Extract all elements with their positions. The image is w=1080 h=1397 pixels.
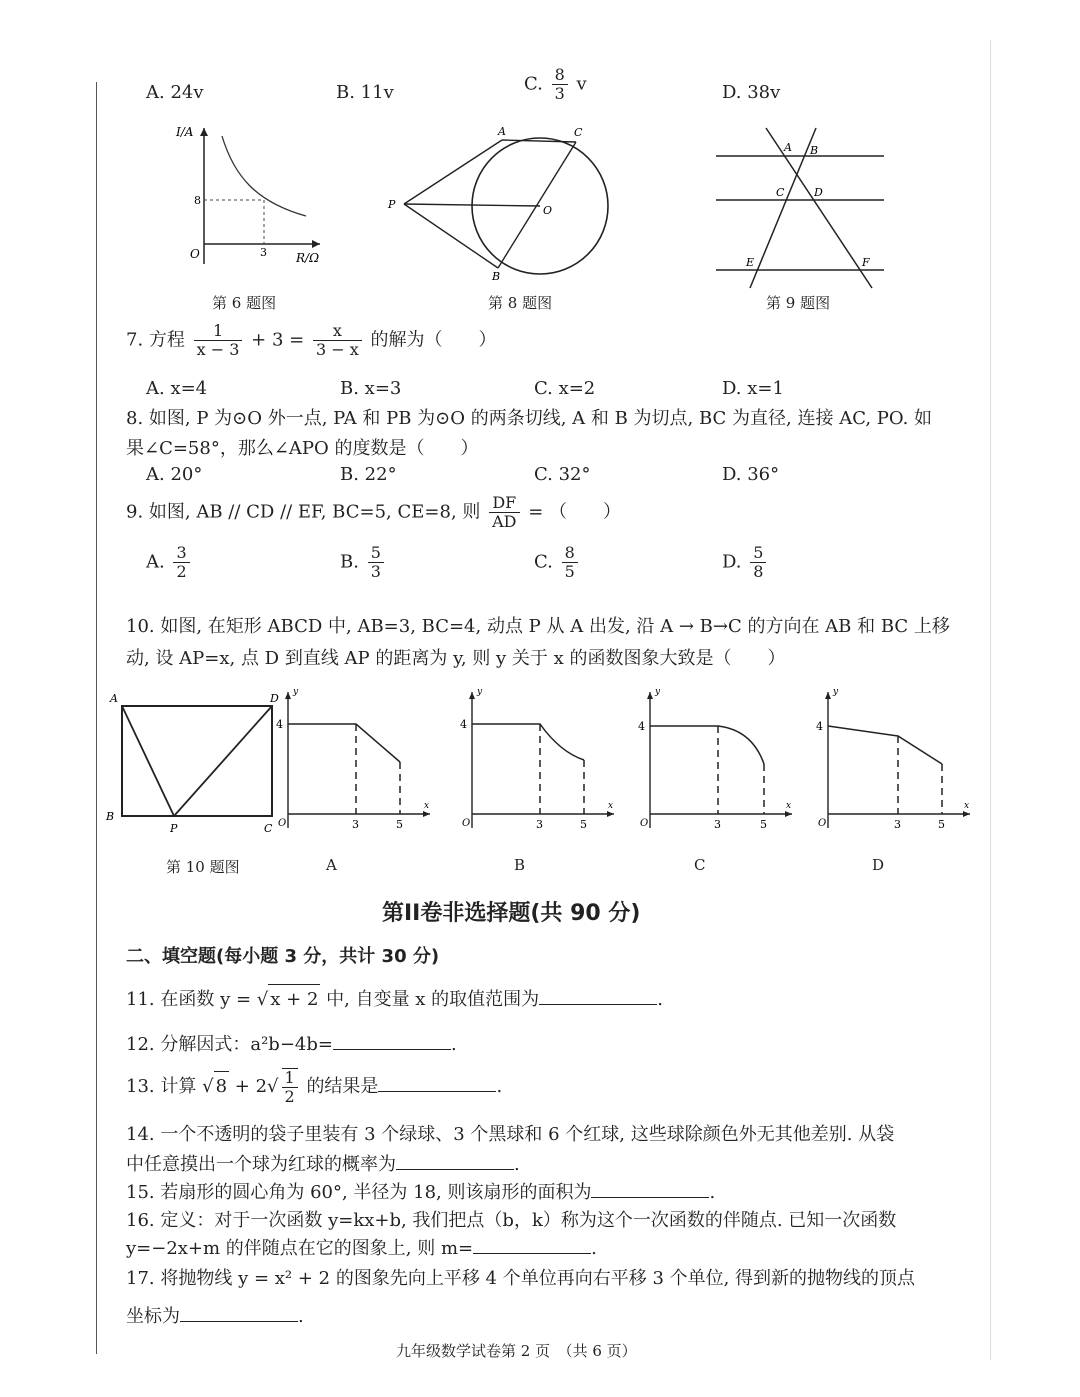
svg-text:5: 5 — [396, 818, 403, 831]
q10-line-2: 动, 设 AP=x, 点 D 到直线 AP 的距离为 y, 则 y 关于 x 的函数图象大致是（ ） — [126, 648, 786, 669]
fig9-label-b: B — [810, 144, 819, 157]
q8-line-1: 8. 如图, P 为⊙O 外一点, PA 和 PB 为⊙O 的两条切线, A 和 B 为切点, BC 为直径, 连接 AC, PO. 如 — [126, 408, 933, 429]
q9-fraction: $\frac{DF}{AD}$ — [489, 494, 519, 531]
q17-line-2: 坐标为 . — [126, 1302, 304, 1332]
svg-text:4: 4 — [638, 720, 645, 733]
svg-text:O: O — [818, 818, 827, 829]
svg-text:x: x — [608, 801, 614, 811]
svg-text:x: x — [964, 801, 970, 811]
q16-answer-blank[interactable] — [473, 1235, 591, 1254]
question-15: 15. 若扇形的圆心角为 60°, 半径为 18, 则该扇形的面积为 . — [126, 1178, 715, 1208]
fig9-label-a: A — [784, 141, 792, 154]
q7-mid: + 3 = — [251, 329, 305, 351]
svg-text:3: 3 — [894, 818, 901, 831]
fig9-caption: 第 9 题图 — [766, 294, 831, 312]
q11-answer-blank[interactable] — [539, 986, 657, 1005]
q8-option-c: C. 32° — [534, 464, 591, 485]
q17-line-1: 17. 将抛物线 y = x² + 2 的图象先向上平移 4 个单位再向右平移 3 个单位, 得到新的抛物线的顶点 — [126, 1268, 916, 1289]
svg-text:y: y — [477, 687, 483, 697]
fig9-label-d: D — [814, 186, 823, 199]
graph-d-label: D — [872, 856, 885, 874]
q13-answer-blank[interactable] — [378, 1073, 496, 1092]
svg-text:3: 3 — [536, 818, 543, 831]
svg-text:O: O — [462, 818, 471, 829]
fig10-label-c: C — [264, 822, 273, 835]
fig8-label-o: O — [543, 204, 553, 217]
svg-text:4: 4 — [460, 718, 467, 731]
q9-option-c: C. $\frac{8}{5}$ — [534, 544, 581, 581]
q10-line-1: 10. 如图, 在矩形 ABCD 中, AB=3, BC=4, 动点 P 从 A 出发, 沿 A → B→C 的方向在 AB 和 BC 上移 — [126, 616, 950, 637]
svg-text:x: x — [786, 801, 792, 811]
q9-prefix: 9. 如图, AB // CD // EF, BC=5, CE=8, 则 — [126, 501, 481, 523]
fig9-label-c: C — [776, 186, 785, 199]
svg-text:5: 5 — [760, 818, 767, 831]
q13-radical-1: √ 8 — [202, 1076, 229, 1097]
fig6-ytick: 8 — [194, 194, 201, 207]
question-7 — [126, 322, 496, 359]
q7-option-b: B. x=3 — [340, 378, 402, 399]
q7-suffix: 的解为（ ） — [370, 329, 497, 351]
q6-option-c-unit: v — [576, 73, 587, 95]
left-margin-line — [96, 82, 97, 1354]
fig8-label-b: B — [492, 270, 501, 282]
svg-text:4: 4 — [276, 718, 283, 731]
fig8-label-c: C — [574, 126, 583, 139]
q6-option-b: B. 11v — [336, 82, 394, 103]
q9-option-a: A. $\frac{3}{2}$ — [146, 544, 193, 581]
q8-option-b: B. 22° — [340, 464, 397, 485]
fig6-caption: 第 6 题图 — [212, 294, 277, 312]
question-12: 12. 分解因式：a²b−4b= . — [126, 1030, 457, 1060]
question-9 — [126, 494, 621, 531]
svg-text:3: 3 — [714, 818, 721, 831]
q14-answer-blank[interactable] — [396, 1151, 514, 1170]
q7-fraction-1: $\frac{1}{x - 3}$ — [194, 322, 243, 359]
figure-10 — [104, 690, 287, 840]
figure-9 — [712, 124, 892, 294]
graph-d — [812, 686, 977, 836]
q8-line-2: 果∠C=58°，那么∠APO 的度数是（ ） — [126, 438, 479, 459]
fig6-xtick: 3 — [260, 246, 267, 259]
figure-6 — [160, 118, 340, 278]
graph-c-label: C — [694, 856, 706, 874]
q7-option-d: D. x=1 — [722, 378, 784, 399]
q16-line-2: y=−2x+m 的伴随点在它的图象上, 则 m= . — [126, 1234, 597, 1264]
q12-answer-blank[interactable] — [333, 1031, 451, 1050]
fig8-label-a: A — [498, 125, 506, 138]
fig6-xlabel: R/Ω — [296, 251, 320, 265]
svg-text:y: y — [655, 687, 661, 697]
q17-answer-blank[interactable] — [180, 1303, 298, 1322]
svg-text:3: 3 — [352, 818, 359, 831]
fig6-ylabel: I/A — [176, 125, 194, 139]
right-margin-line — [990, 40, 991, 1360]
q9-option-d: D. $\frac{5}{8}$ — [722, 544, 769, 581]
svg-text:5: 5 — [938, 818, 945, 831]
question-11: 11. 在函数 y = √ x + 2 中, 自变量 x 的取值范围为 . — [126, 984, 663, 1015]
page-footer: 九年级数学试卷第 2 页 （共 6 页） — [396, 1342, 637, 1360]
q6-option-c-label: C. — [524, 73, 543, 95]
graph-a — [272, 686, 437, 836]
q7-option-c: C. x=2 — [534, 378, 596, 399]
q11-radical: √ x + 2 — [257, 989, 321, 1010]
fig10-label-a: A — [110, 692, 118, 705]
q9-option-b: B. $\frac{5}{3}$ — [340, 544, 387, 581]
q8-option-d: D. 36° — [722, 464, 780, 485]
q14-line-1: 14. 一个不透明的袋子里装有 3 个绿球、3 个黑球和 6 个红球, 这些球除颜色外无其他差别. 从袋 — [126, 1124, 895, 1145]
q6-option-c — [524, 66, 587, 103]
graph-c — [634, 686, 799, 836]
q6-option-a: A. 24v — [146, 82, 204, 103]
q13-radical-2: √ $\frac{1}{2}$ — [267, 1076, 301, 1097]
graph-b — [456, 686, 621, 836]
q7-prefix: 7. 方程 — [126, 329, 185, 351]
svg-text:O: O — [278, 818, 287, 829]
section-2-heading: 二、填空题(每小题 3 分，共计 30 分) — [126, 946, 440, 967]
fig6-origin: O — [190, 247, 200, 261]
q6-option-d: D. 38v — [722, 82, 781, 103]
svg-text:x: x — [424, 801, 430, 811]
q16-line-1: 16. 定义：对于一次函数 y=kx+b, 我们把点（b，k）称为这个一次函数的伴随点. 已知一次函数 — [126, 1210, 897, 1231]
q6-option-c-fraction: $\frac{8}{3}$ — [552, 66, 568, 103]
q8-option-a: A. 20° — [146, 464, 203, 485]
figure-8 — [380, 122, 620, 282]
graph-b-label: B — [514, 856, 526, 874]
q7-option-a: A. x=4 — [146, 378, 208, 399]
fig8-caption: 第 8 题图 — [488, 294, 553, 312]
fig8-label-p: P — [388, 198, 396, 211]
q9-suffix: = （ ） — [528, 501, 622, 523]
q15-answer-blank[interactable] — [591, 1179, 709, 1198]
svg-text:O: O — [640, 818, 649, 829]
q7-fraction-2: $\frac{x}{3 - x}$ — [313, 322, 362, 359]
fig10-label-d: D — [270, 692, 279, 705]
fig9-label-e: E — [746, 256, 755, 269]
graph-a-label: A — [326, 856, 337, 874]
svg-text:y: y — [293, 687, 299, 697]
svg-text:4: 4 — [816, 720, 823, 733]
svg-text:5: 5 — [580, 818, 587, 831]
fig9-label-f: F — [862, 256, 870, 269]
part2-title: 第II卷非选择题(共 90 分) — [382, 901, 641, 926]
question-13: 13. 计算 √ 8 + 2√ $\frac{1}{2}$ 的结果是 . — [126, 1068, 503, 1106]
fig10-caption: 第 10 题图 — [166, 858, 240, 876]
fig10-label-b: B — [106, 810, 115, 823]
svg-text:y: y — [833, 687, 839, 697]
q14-line-2: 中任意摸出一个球为红球的概率为 . — [126, 1150, 520, 1180]
fig10-label-p: P — [170, 822, 178, 835]
